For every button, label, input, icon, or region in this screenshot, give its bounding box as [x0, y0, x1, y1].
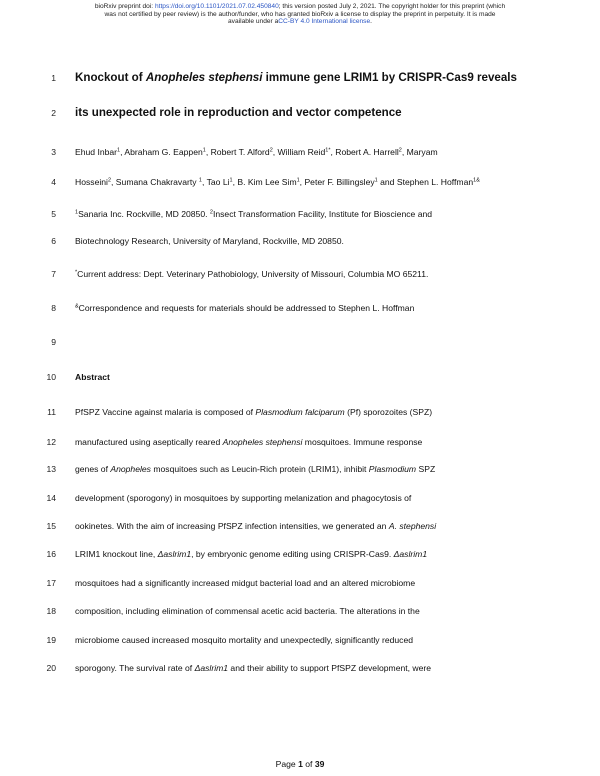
abstract-line: development (sporogony) in mosquitoes by supporting melanization and phagocytosis of — [75, 493, 412, 503]
line-number: 6 — [51, 236, 56, 246]
line-number: 2 — [51, 108, 56, 118]
line-number: 5 — [51, 209, 56, 219]
abstract-line: microbiome caused increased mosquito mortality and unexpectedly, significantly reduced — [75, 635, 414, 645]
preprint-header — [0, 3, 600, 26]
paper-title-line-2: its unexpected role in reproduction and vector competence — [75, 106, 402, 119]
license-link[interactable]: CC-BY 4.0 International license — [278, 18, 371, 26]
line-number: 12 — [46, 437, 56, 447]
line-number: 19 — [46, 635, 56, 645]
abstract-line: sporogony. The survival rate of Δaslrim1 and their ability to support PfSPZ development, were — [75, 663, 432, 673]
header-line-3: available under aCC-BY 4.0 International license. — [228, 18, 372, 26]
line-number: 14 — [46, 493, 56, 503]
affiliation-line-2: Biotechnology Research, University of Maryland, Rockville, MD 20850. — [75, 236, 344, 246]
abstract-line: ookinetes. With the aim of increasing PfSPZ infection intensities, we generated an A. stephensi — [75, 521, 437, 531]
abstract-line: PfSPZ Vaccine against malaria is composed of Plasmodium falciparum (Pf) sporozoites (SPZ) — [75, 407, 433, 417]
line-number: 9 — [51, 337, 56, 347]
line-number: 8 — [51, 303, 56, 313]
abstract-line: manufactured using aseptically reared Anopheles stephensi mosquitoes. Immune response — [75, 437, 423, 447]
abstract-line: genes of Anopheles mosquitoes such as Leucin-Rich protein (LRIM1), inhibit Plasmodium SPZ — [75, 464, 436, 474]
line-number: 20 — [46, 663, 56, 673]
abstract-line: LRIM1 knockout line, Δaslrim1, by embryonic genome editing using CRISPR-Cas9. Δaslrim1 — [75, 549, 428, 559]
author-list-line-2: Hosseini$^2$, Sumana Chakravarty $^1$, Tao Li$^1$, B. Kim Lee Sim$^1$, Peter F. Billingsley$^1$ and Stephen L. Hoffman$^{1\&}$ — [75, 177, 480, 187]
line-number: 15 — [46, 521, 56, 531]
doi-link[interactable]: https://doi.org/10.1101/2021.07.02.450840 — [154, 3, 279, 10]
line-number: 11 — [47, 407, 56, 417]
header-line-2: was not certified by peer review) is the author/funder, who has granted bioRxiv a license to display the preprint in perpetuity. It is made — [104, 10, 496, 18]
line-number: 10 — [46, 372, 56, 382]
line-number: 18 — [46, 606, 56, 616]
line-number: 7 — [51, 269, 56, 279]
line-number: 3 — [51, 147, 56, 157]
line-number: 17 — [46, 578, 56, 588]
line-number: 4 — [51, 177, 56, 187]
paper-title-line-1: Knockout of Anopheles stephensi immune gene LRIM1 by CRISPR-Cas9 reveals — [75, 71, 517, 84]
abstract-line: composition, including elimination of commensal acetic acid bacteria. The alterations in the — [75, 606, 420, 616]
page-current: 1 — [298, 759, 303, 769]
affiliation-line-1: $^1$Sanaria Inc. Rockville, MD 20850. $^2$Insect Transformation Facility, Institute for Bioscience and — [75, 209, 433, 219]
line-number: 1 — [51, 73, 56, 83]
author-list-line-1: Ehud Inbar$^1$, Abraham G. Eappen$^1$, Robert T. Alford$^2$, William Reid$^{1*}$, Robert A. Harrell$^2$, Maryam — [75, 147, 438, 157]
correspondence: &Correspondence and requests for materials should be addressed to Stephen L. Hoffman — [75, 303, 415, 313]
page-total: 39 — [314, 759, 325, 769]
header-line-1: bioRxiv preprint doi: https://doi.org/10.1101/2021.07.02.450840; this version posted July 2, 2021. The copyright holder for this preprint (which — [94, 3, 506, 10]
line-number: 13 — [46, 464, 56, 474]
page-footer: Page 1 of 39 — [275, 759, 325, 769]
abstract-heading: Abstract — [75, 372, 110, 382]
line-number: 16 — [46, 549, 56, 559]
current-address: *Current address: Dept. Veterinary Pathobiology, University of Missouri, Columbia MO 65211. — [75, 269, 429, 279]
abstract-line: mosquitoes had a significantly increased midgut bacterial load and an altered microbiome — [75, 578, 416, 588]
